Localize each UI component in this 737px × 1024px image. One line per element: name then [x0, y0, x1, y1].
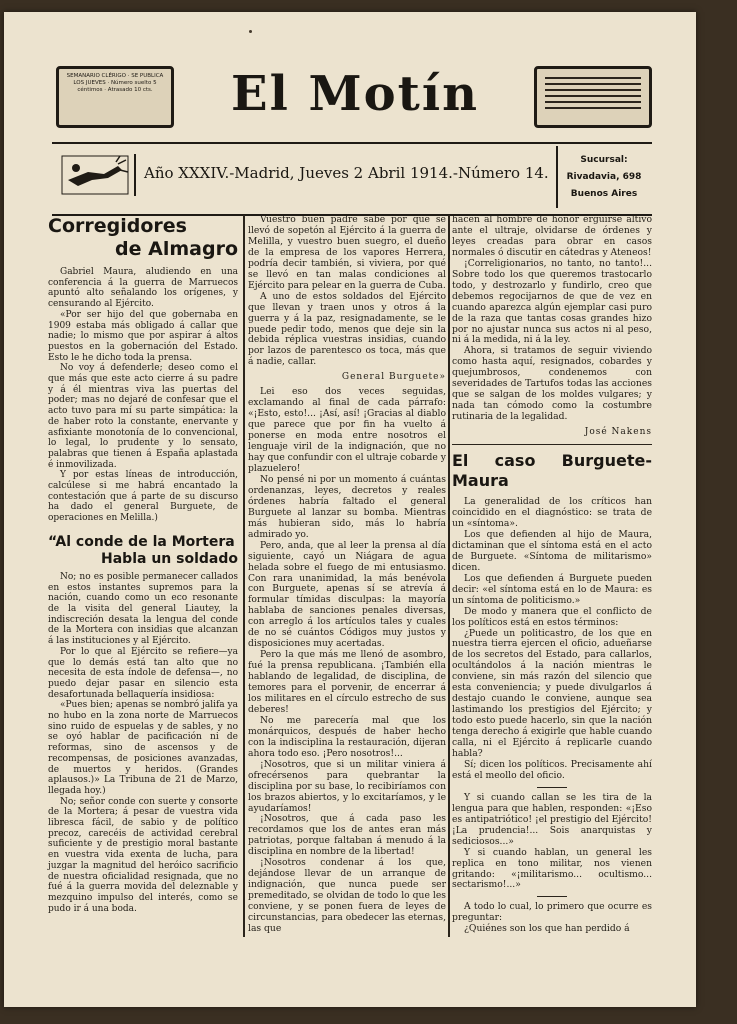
- paragraph: «Pues bien; apenas se nombró jalifa ya no hubo en la zona norte de Marruecos sino ruido de espuelas y de sables, y no se oyó hablar de pacificación ni de reformas, sino de ascensos y de recompensas, de posiciones avanzadas, de muertos y heridos. (Grandes aplausos.)» La Tribuna de 21 de Marzo, llegada hoy.): [48, 700, 238, 796]
- paragraph: No pensé ni por un momento á cuántas ordenanzas, leyes, decretos y reales órdenes habría faltado el general Burguete al lanzar su bomba. Mientras más hubieran sido, más lo habría admirado yo.: [248, 473, 446, 540]
- paragraph: Los que defienden al hijo de Maura, dictaminan que el síntoma está en el acto de Burguete. «Síntoma de militarismo» dicen.: [452, 528, 652, 573]
- paragraph: ¡Nosotros condenar á los que, dejándose llevar de un arranque de indignación, que nunca puede ser premeditado, se olvidan de todo lo que les conviene, y se ponen fuera de leyes de circunstancias, para obedecer las eternas, las que: [248, 857, 446, 934]
- column-3: [452, 215, 652, 935]
- print-speck: [249, 30, 252, 33]
- newspaper-title: El Motín: [231, 66, 479, 122]
- paragraph: Los que defienden á Burguete pueden decir: «el síntoma está en lo de Maura: es un síntoma de politicismo.»: [452, 572, 652, 606]
- article-title: El caso Burguete-Maura: [452, 444, 652, 491]
- divider: [537, 787, 567, 788]
- article-title: [48, 534, 238, 568]
- paragraph: No; señor conde con suerte y consorte de la Mortera; á pesar de vuestra vida libresca fácil, de sabio y de político precoz, carecéis de actividad cerebral suficiente y de prestigio moral bastante en vuestra vida exenta de lucha, para juzgar la magnitud del heróico sacrificio de nuestra oficialidad resignada, que no fué á la guerra movida del deleznable y mezquino impulso del interés, como se pudo ir á una boda.: [48, 796, 238, 914]
- scribble-stamp-icon: [534, 66, 652, 128]
- paragraph: ¡Nosotros, que si un militar viniera á ofrecérsenos para quebrantar la disciplina por su base, lo recibiríamos con los brazos abiertos, y lo excitaríamos, y le ayudaríamos!: [248, 758, 446, 814]
- paragraph: A uno de estos soldados del Ejército que llevan y traen unos y otros á la guerra y á la paz, resignadamente, se le puede pedir todo, menos que deje sin la debida réplica vuestras insidias, cuando por lazos de parentesco os toca, más que á nadie, callar.: [248, 290, 446, 368]
- column-2: [248, 215, 446, 935]
- paragraph: ¡Correligionarios, no tanto, no tanto!... Sobre todo los que queremos trastocarlo todo, y destrozarlo y fundirlo, creo que debemos regocijarnos de que de vez en cuando aparezca algún ejemplar casi puro de la raza que tantas cosas grandes hizo por no ajustar nunca sus actos ni al peso, ni á la medida, ni á la ley.: [452, 257, 652, 346]
- column-1: [48, 215, 238, 914]
- branch-line: Sucursal:: [580, 155, 628, 165]
- paragraph: «Por ser hijo del que gobernaba en 1909 estaba más obligado á callar que nadie; lo mismo que por aspirar á altos puestos en la gobernación del Estado. Esto le he dicho toda la prensa.: [48, 309, 238, 363]
- paragraph: ¿Quiénes son los que han perdido á: [464, 923, 630, 935]
- paragraph: Lei eso dos veces seguidas, exclamando al final de cada párrafo: «¡Esto, esto!... ¡Así, así! ¡Gracias al diablo que parece que por fin ha vuelto á ponerse en moda entre nosotros el lenguaje viril de la indignación, que no hay que confundir con el ultraje cobarde y plazuelero!: [248, 386, 446, 474]
- column-rule: [243, 215, 245, 937]
- paragraph: Por lo que al Ejército se refiere—ya que lo demás está tan alto que no necesita de esta índole de defensa—, no puedo dejar pasar en silencio esta desafortunada bellaquería insidiosa:: [48, 646, 238, 700]
- paragraph: Vuestro buen padre sabe por qué se llevó de sopetón al Ejército á la guerra de Melilla, y vuestro buen suegro, el dueño de la empresa de los vapores Herrera, podría decir también, si viviera, por qué se llevó en tan malas condiciones al Ejército para pelear en la guerra de Cuba.: [248, 214, 446, 291]
- paragraph: Pero la que más me llenó de asombro, fué la prensa republicana. ¡También ella hablando de legalidad, de disciplina, de temores para el porvenir, de encerrar á los militares en el círculo estrecho de sus deberes!: [248, 649, 446, 715]
- paragraph: Pero, anda, que al leer la prensa al día siguiente, cayó un Niágara de agua helada sobre el fuego de mi entusiasmo. Con rara unanimidad, la más benévola con Burguete, apenas sí se atrevía á formular tímidas disculpas: la mayoría hablaba de sanciones penales diversas, con arreglo á los artículos tales y cuales de no sé cuántos Códigos muy justos y disposiciones muy acertadas.: [248, 539, 446, 650]
- paragraph: Gabriel Maura, aludiendo en una conferencia á la guerra de Marruecos apuntó alto señalando los orígenes, y censurando al Ejército.: [48, 267, 238, 310]
- paragraph: No voy á defenderle; deseo como el que más que este acto cierre á su padre y á él mientras viva las puertas del poder; mas no dejaré de confesar que el acto tuvo para mí su parte simpática: la de haber roto la constante, enervante y asfixiante monotonía de lo convencional, lo legal, lo prudente y lo sensato, palabras que tienen á España aplastada é inmovilizada.: [48, 363, 238, 470]
- left-ear-text: SEMANARIO CLÉRIGO · SE PUBLICA LOS JUEVES · Número suelto 5 céntimos · Atrasado 10 cts.: [66, 73, 164, 93]
- paragraph: Y por estas líneas de introducción, calcúlese si me habrá encantado la contestación que á parte de su discurso ha dado el general Burguete, de operaciones en Melilla.): [48, 470, 238, 524]
- title-line: “Al conde de la Mortera: [48, 533, 235, 550]
- divider: [537, 896, 567, 897]
- gunfire-emblem-icon: [58, 154, 136, 196]
- paragraph: hacen al hombre de honor erguirse altivo ante el ultraje, olvidarse de órdenes y leyes creadas para obrar en casos normales ó discutir en cátedras y Ateneos!: [452, 214, 652, 258]
- title-line: Corregidores: [48, 215, 187, 237]
- branch-office-box: [556, 146, 650, 208]
- paragraph: Y si cuando hablan, un general les replica en tono militar, nos vienen gritando: «¡militarismo... ocultismo... sectarismo!...»: [452, 846, 652, 891]
- paragraph: ¡Nosotros, que á cada paso les recordamos que los de antes eran más patriotas, porque faltaban á menudo á la disciplina en nombre de la libertad!: [248, 813, 446, 858]
- branch-line: Rivadavia, 698: [566, 172, 642, 182]
- paragraph: La generalidad de los críticos han coincidido en el diagnóstico: se trata de un «síntoma».: [452, 496, 652, 529]
- signature: General Burguete»: [341, 372, 446, 383]
- paragraph: A todo lo cual, lo primero que ocurre es preguntar:: [452, 901, 652, 924]
- paragraph: ¿Puede un politicastro, de los que en nuestra tierra ejercen el oficio, adueñarse de los secretos del Estado, para callarlos, ocultándolos á la nación mientras le conviene, sin más razón del silencio que esta conveniencia; y puede divulgarlos á destajo cuando le conviene, aunque sea lastimando los prestigios del Ejército; y todo esto puede hacerlo, sin que la nación tenga derecho á exigirle que hable cuando calla, ni el Ejército á replicarle cuando habla?: [452, 627, 652, 759]
- paragraph: Y si cuando callan se les tira de la lengua para que hablen, responden: «¡Eso es antipatriótico! ¡el prestigio del Ejército! ¡La prudencia!... Sois anarquistas y sediciosos...»: [452, 791, 652, 847]
- paragraph: No me parecería mal que los monárquicos, después de haber hecho con la indisciplina la restauración, dijeran ahora todo eso. ¡Pero nosotros!...: [248, 714, 446, 759]
- title-line: de Almagro: [115, 238, 238, 260]
- paragraph: Sí; dicen los políticos. Precisamente ahí está el meollo del oficio.: [452, 758, 652, 781]
- signature: José Nakens: [584, 427, 652, 438]
- dateline: Año XXXIV.-Madrid, Jueves 2 Abril 1914.-Número 14.: [144, 164, 549, 182]
- masthead: [50, 58, 652, 134]
- title-line: Habla un soldado: [101, 550, 238, 567]
- paragraph: Ahora, si tratamos de seguir viviendo como hasta aquí, resignados, cobardes y quejumbrosos, condenemos con severidades de Tartufos todas las acciones que se salgan de los moldes vulgares; y nada tan cómodo como la costumbre rutinaria de la legalidad.: [452, 345, 652, 423]
- article-title: [48, 215, 238, 261]
- branch-line: Buenos Aires: [570, 189, 638, 199]
- left-ear-box: [56, 66, 174, 128]
- info-bar: [52, 142, 652, 216]
- column-rule: [448, 215, 450, 937]
- paragraph: De modo y manera que el conflicto de los políticos está en estos términos:: [452, 605, 652, 628]
- paragraph: No; no es posible permanecer callados en estos instantes supremos para la nación, cuando como un eco resonante de la visita del general Liautey, la indiscreción desata la lengua del conde de la Mortera con insidias que alcanzan á las instituciones y al Ejército.: [48, 571, 238, 647]
